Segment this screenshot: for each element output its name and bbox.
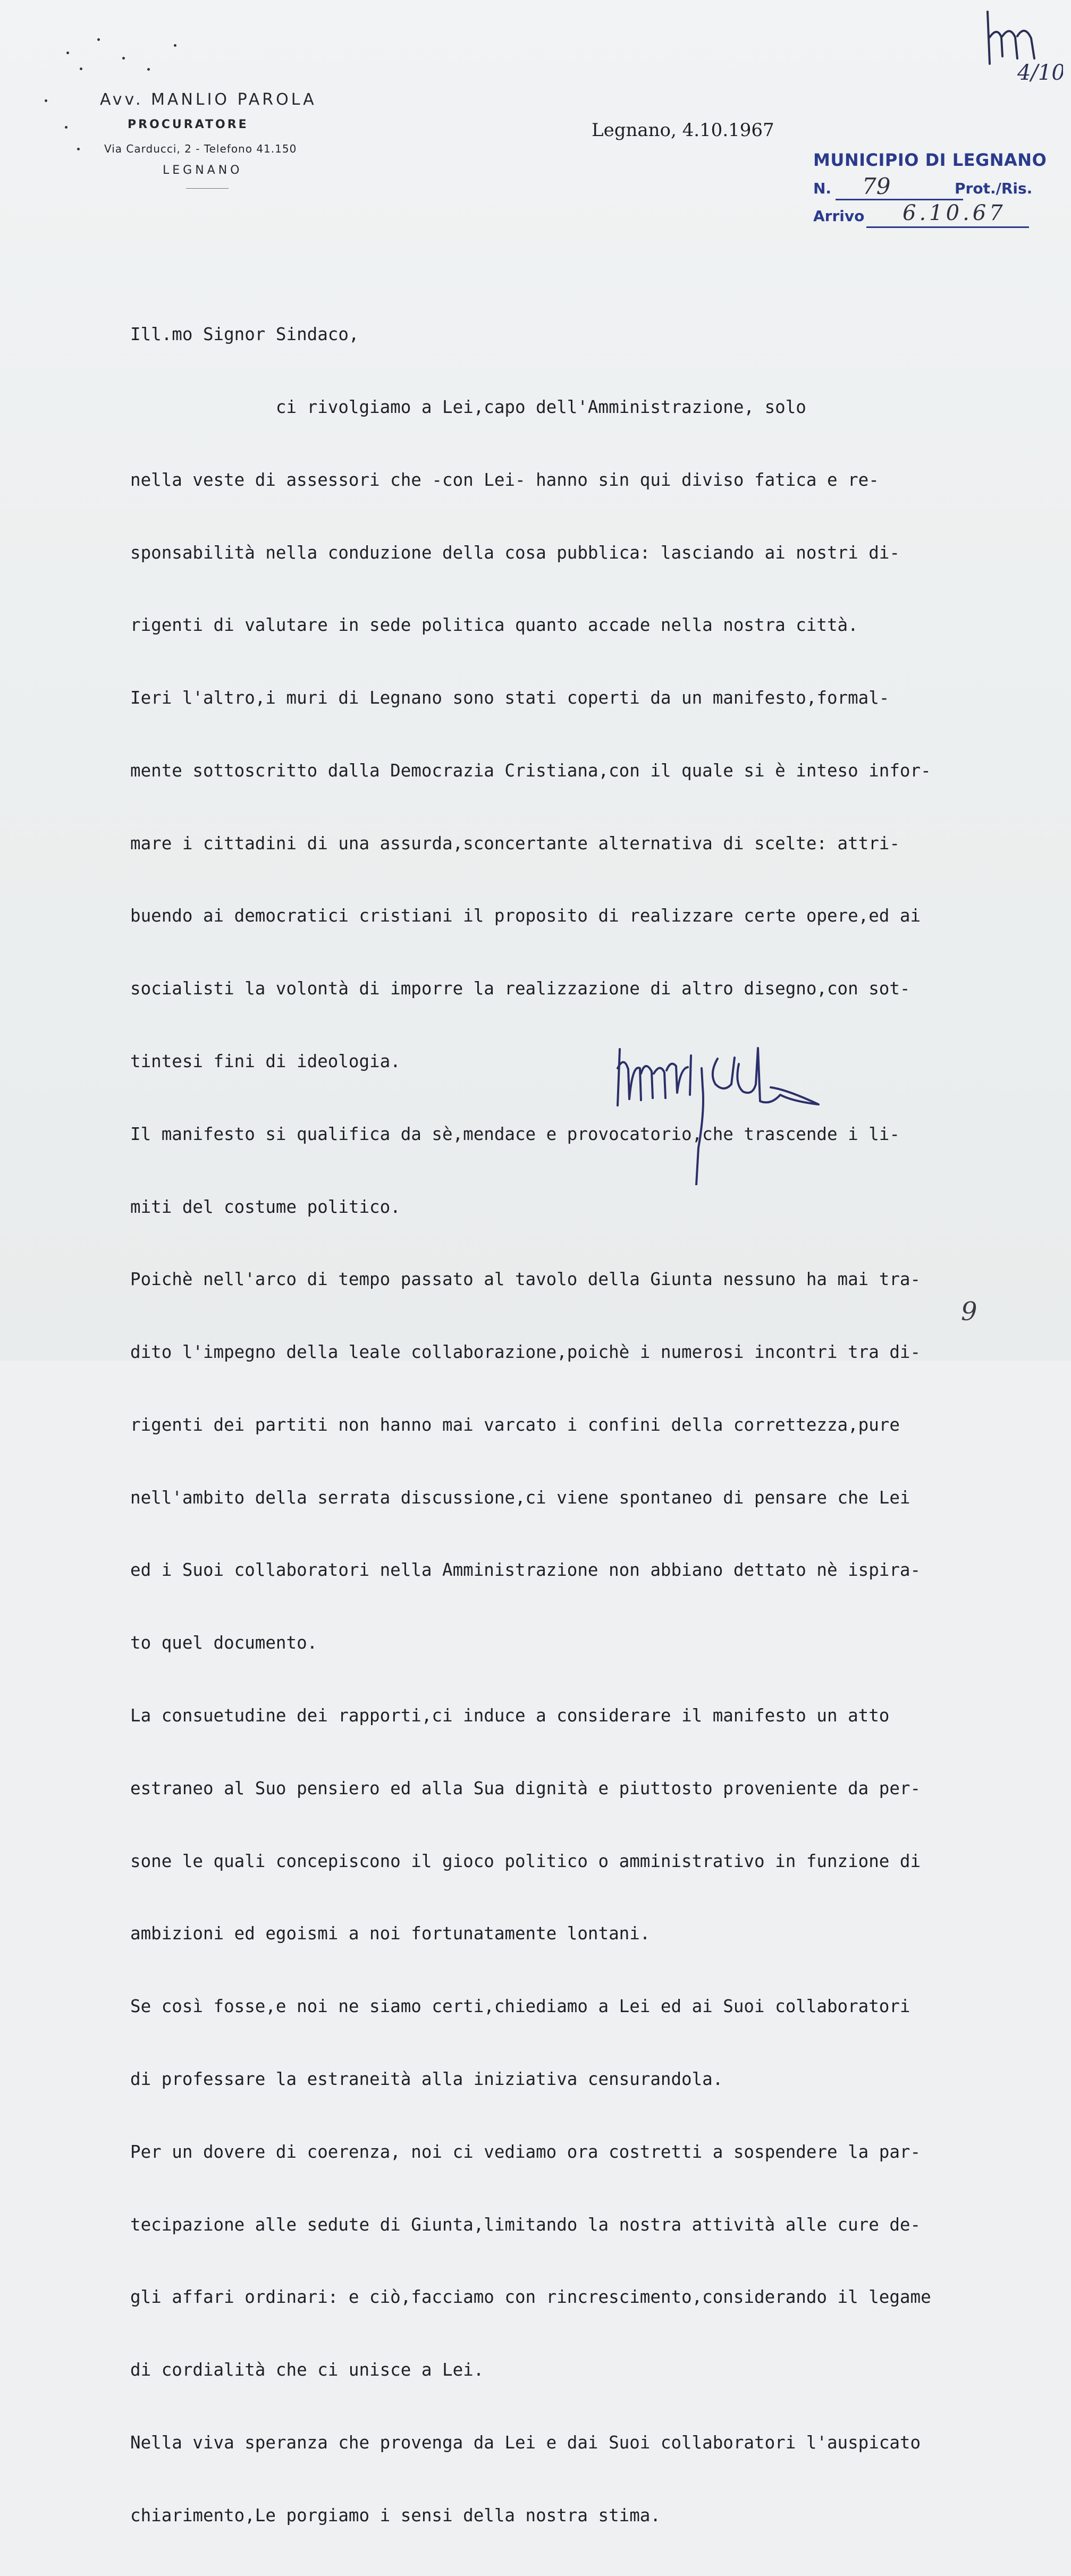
letter-line: ed i Suoi collaboratori nella Amministrazione non abbiano dettato nè ispira-: [130, 1560, 921, 1581]
letter-line: socialisti la volontà di imporre la realizzazione di altro disegno,con sot-: [130, 978, 910, 999]
letter-line: nella veste di assessori che -con Lei- hanno sin qui diviso fatica e re-: [130, 469, 879, 490]
letterhead-name: Avv. MANLIO PAROLA: [100, 90, 317, 109]
corner-handwritten-note: [983, 5, 1063, 85]
letter-line: mare i cittadini di una assurda,sconcertante alternativa di scelte: attri-: [130, 833, 900, 854]
stamp-arrival-value: 6.10.67: [903, 201, 1006, 225]
letter-line: tintesi fini di ideologia.: [130, 1051, 401, 1071]
letter-line: sone le quali concepiscono il gioco politico o amministrativo in funzione di: [130, 1851, 921, 1871]
print-speck: [77, 148, 80, 150]
print-speck: [147, 68, 150, 71]
letter-line: miti del costume politico.: [130, 1196, 401, 1217]
print-speck: [80, 67, 82, 70]
letter-line: ci rivolgiamo a Lei,capo dell'Amministrazione, solo: [130, 396, 806, 417]
letter-line: sponsabilità nella conduzione della cosa pubblica: lasciando ai nostri di-: [130, 542, 900, 563]
letter-body: [130, 274, 931, 2576]
letter-line: estraneo al Suo pensiero ed alla Sua dignità e piuttosto proveniente da per-: [130, 1778, 921, 1798]
print-speck: [66, 52, 69, 54]
corner-note-date: 4/10: [1017, 61, 1063, 85]
stamp-arrival-line: [866, 226, 1029, 228]
print-speck: [45, 99, 47, 102]
letter-line: Ieri l'altro,i muri di Legnano sono stati coperti da un manifesto,formal-: [130, 688, 890, 708]
letter-line: Per un dovere di coerenza, noi ci vediamo ora costretti a sospendere la par-: [130, 2141, 921, 2162]
stamp-number-value: 79: [862, 173, 891, 199]
letter-line: Se così fosse,e noi ne siamo certi,chiediamo a Lei ed ai Suoi collaboratori: [130, 1996, 910, 2017]
stamp-number-label: N.: [813, 180, 832, 197]
print-speck: [65, 126, 68, 129]
letter-line: rigenti dei partiti non hanno mai varcato i confini della correttezza,pure: [130, 1414, 900, 1435]
letter-line: to quel documento.: [130, 1633, 318, 1653]
stamp-arrival-label: Arrivo: [813, 207, 865, 225]
letter-line: gli affari ordinari: e ciò,facciamo con rincrescimento,considerando il legame: [130, 2287, 931, 2308]
letter-line: Nella viva speranza che provenga da Lei e dai Suoi collaboratori l'auspicato: [130, 2432, 921, 2453]
letter-line: ambizioni ed egoismi a noi fortunatamente lontani.: [130, 1923, 651, 1944]
letterhead-title: PROCURATORE: [128, 118, 249, 131]
handwritten-signature: [611, 1004, 824, 1185]
letter-line: buendo ai democratici cristiani il proposito di realizzare certe opere,ed ai: [130, 906, 921, 926]
letterhead-address: Via Carducci, 2 - Telefono 41.150: [104, 142, 297, 155]
letterhead-divider: [186, 188, 229, 189]
letter-line: di professare la estraneità alla iniziativa censurandola.: [130, 2068, 723, 2089]
print-speck: [174, 44, 176, 47]
letter-line: Poichè nell'arco di tempo passato al tavolo della Giunta nessuno ha mai tra-: [130, 1269, 921, 1290]
letterhead-city: LEGNANO: [163, 164, 243, 177]
letter-line: di cordialità che ci unisce a Lei.: [130, 2360, 484, 2380]
letter-line: rigenti di valutare in sede politica quanto accade nella nostra città.: [130, 615, 858, 636]
page-number: 9: [961, 1297, 977, 1327]
stamp-number-row: [813, 180, 831, 197]
letter-line: tecipazione alle sedute di Giunta,limitando la nostra attività alle cure de-: [130, 2214, 921, 2235]
letter-line: chiarimento,Le porgiamo i sensi della nostra stima.: [130, 2505, 661, 2526]
letter-line: La consuetudine dei rapporti,ci induce a considerare il manifesto un atto: [130, 1705, 890, 1726]
signature-glyph: [611, 1004, 824, 1185]
letter-date: Legnano, 4.10.1967: [592, 120, 774, 141]
letter-salutation: Ill.mo Signor Sindaco,: [130, 324, 359, 345]
letter-line: Il manifesto si qualifica da sè,mendace e provocatorio,che trascende i li-: [130, 1124, 900, 1144]
letter-line: mente sottoscritto dalla Democrazia Cristiana,con il quale si è inteso infor-: [130, 760, 931, 781]
letter-line: nell'ambito della serrata discussione,ci viene spontaneo di pensare che Lei: [130, 1487, 910, 1508]
print-speck: [97, 38, 100, 41]
stamp-title: MUNICIPIO DI LEGNANO: [813, 150, 1047, 170]
handwritten-initials-glyph: [983, 5, 1063, 85]
letter-line: dito l'impegno della leale collaborazione,poichè i numerosi incontri tra di-: [130, 1342, 921, 1363]
stamp-number-line: [836, 199, 963, 200]
stamp-prot-label: Prot./Ris.: [955, 180, 1033, 197]
print-speck: [122, 57, 125, 60]
